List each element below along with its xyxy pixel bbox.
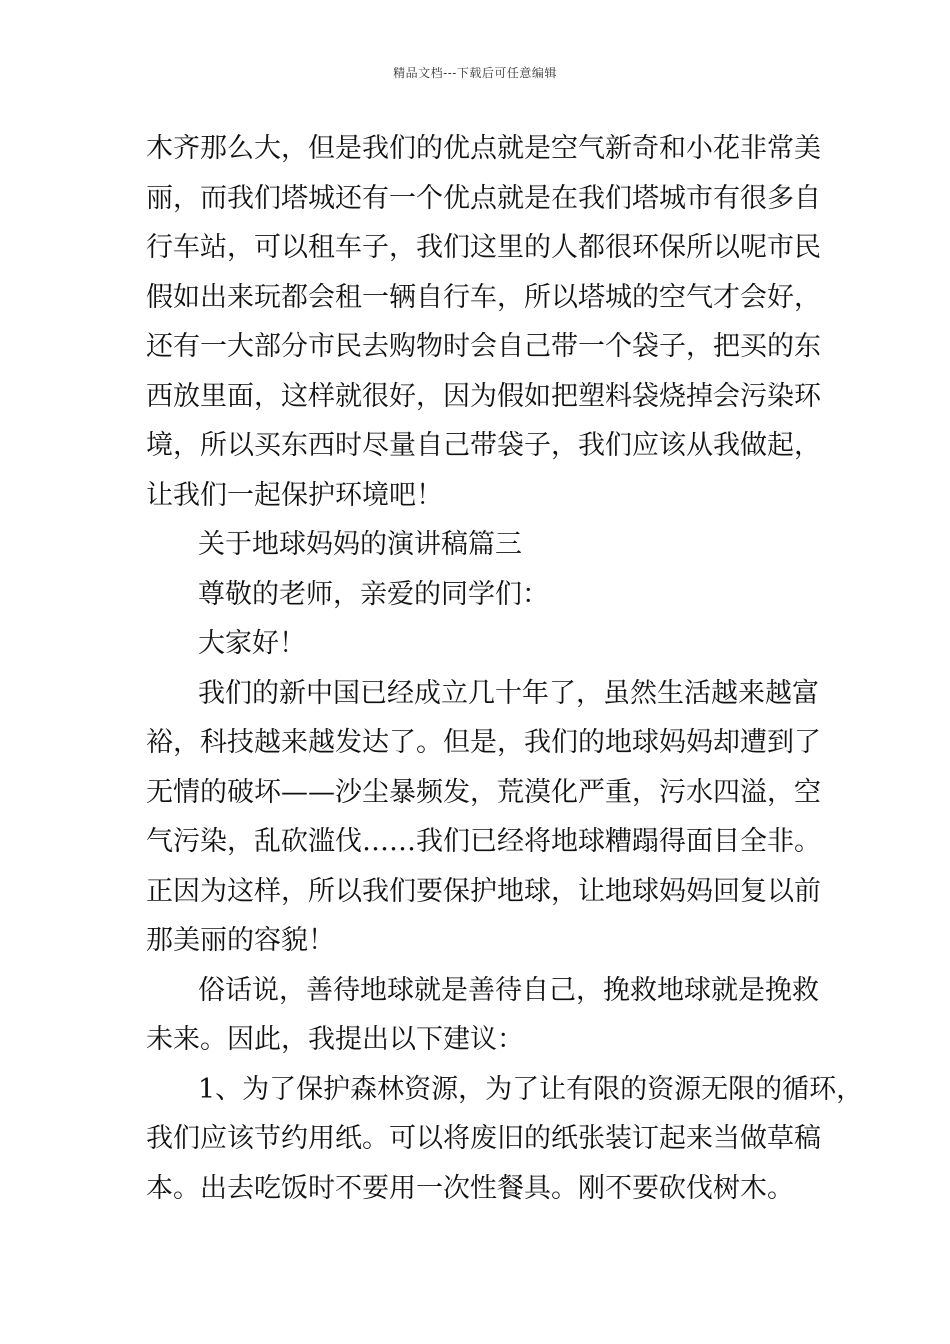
salutation: 尊敬的老师，亲爱的同学们： [198,578,549,610]
list-item-text: 本。出去吃饭时不要用一次性餐具。刚不要砍伐树木。 [146,1172,794,1204]
page-header: 精品文档---下载后可任意编辑 [393,66,557,80]
text-line: 还有一大部分市民去购物时会自己带一个袋子，把买的东 [146,331,821,362]
text-line: 气污染，乱砍滥伐……我们已经将地球糟蹋得面目全非。 [146,826,821,857]
greeting: 大家好！ [198,628,306,659]
text-line: 境，所以买东西时尽量自己带袋子，我们应该从我做起， [146,430,821,461]
text-line: 我们的新中国已经成立几十年了，虽然生活越来越富 [198,677,819,709]
text-line: 行车站，可以租车子，我们这里的人都很环保所以呢市民 [146,232,821,263]
text-line: 那美丽的容貌！ [146,925,335,956]
list-item-text: 我们应该节约用纸。可以将废旧的纸张装订起来当做草稿 [146,1123,821,1154]
text-line: 让我们一起保护环境吧！ [146,479,443,511]
text-line: 无情的破坏——沙尘暴频发，荒漠化严重，污水四溢，空 [146,776,821,808]
text-line: 木齐那么大，但是我们的优点就是空气新奇和小花非常美 [146,133,821,164]
text-line: 俗话说，善待地球就是善待自己，挽救地球就是挽救 [198,974,819,1006]
text-line: 西放里面，这样就很好，因为假如把塑料袋烧掉会污染环 [146,380,821,412]
text-line: 丽，而我们塔城还有一个优点就是在我们塔城市有很多自 [146,182,821,214]
list-item-text: 1、为了保护森林资源，为了让有限的资源无限的循环， [198,1073,864,1105]
document-body [146,124,864,1213]
text-line: 正因为这样，所以我们要保护地球，让地球妈妈回复以前 [146,875,821,907]
text-line: 裕，科技越来越发达了。但是，我们的地球妈妈却遭到了 [146,727,821,758]
text-line: 假如出来玩都会租一辆自行车，所以塔城的空气才会好， [146,281,821,313]
section-title: 关于地球妈妈的演讲稿篇三 [198,529,522,560]
text-line: 未来。因此，我提出以下建议： [146,1024,524,1055]
